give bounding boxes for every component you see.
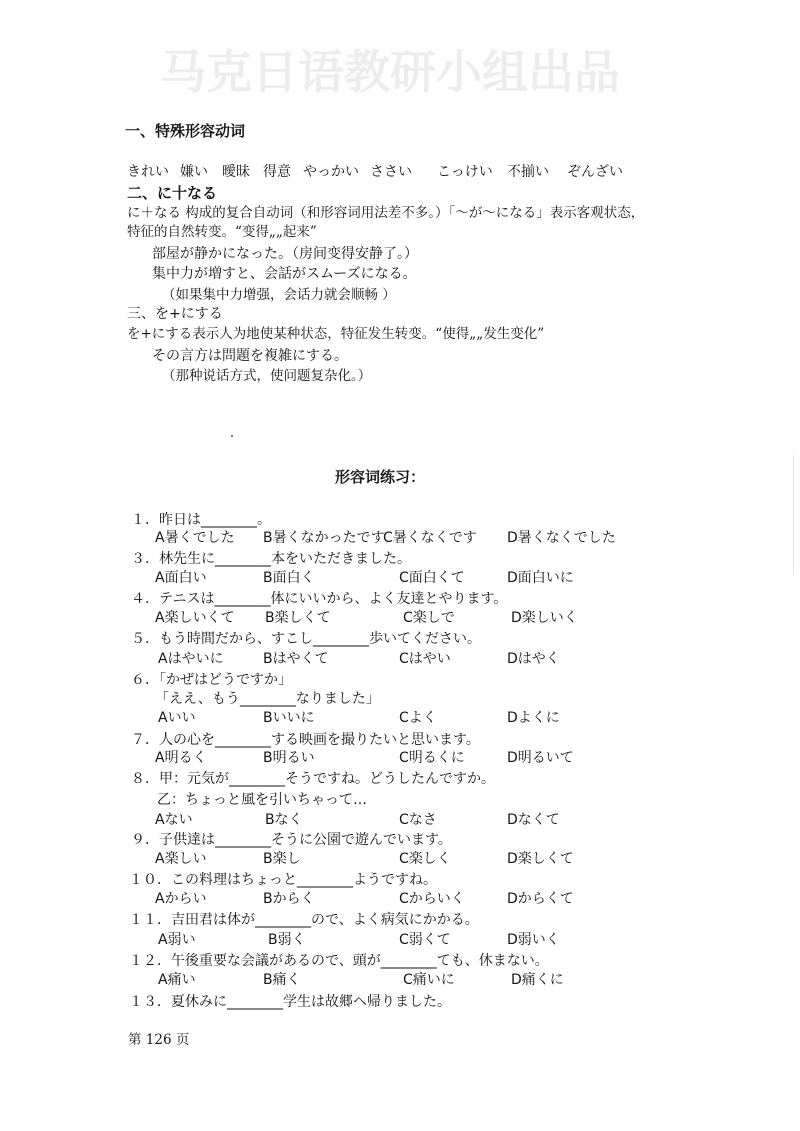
option-a: A楽しいくて <box>155 610 235 626</box>
option-b: B楽し <box>263 851 301 867</box>
option-d: D痛くに <box>511 972 564 988</box>
word-item: ささい <box>370 164 412 180</box>
options-row <box>0 569 800 587</box>
option-c: C暑くなくです <box>383 530 477 546</box>
option-d: Dはやく <box>507 651 560 667</box>
question <box>131 511 271 529</box>
scan-speck <box>231 435 233 437</box>
question <box>131 770 495 788</box>
question-text: 人の心を________する映画を撮りたいと思います。 <box>159 732 480 748</box>
option-b: Bいいに <box>263 710 315 726</box>
option-a: Aいい <box>158 710 196 726</box>
section3-example: その言方は問題を複雑にする。 <box>152 348 348 364</box>
option-c: Cからいく <box>399 891 465 907</box>
word-item: 得意 <box>263 164 291 180</box>
option-b: B楽しくて <box>265 610 331 626</box>
question-number: １０． <box>129 872 171 888</box>
option-c: C明るくに <box>399 750 465 766</box>
section2-explanation-line: 特征的自然转变。“变得„„起来” <box>127 224 317 240</box>
option-a: A暑くでした <box>155 530 235 546</box>
question <box>131 630 481 648</box>
question <box>131 831 452 849</box>
section2-heading: 二、に十なる <box>127 184 218 202</box>
question-text: 甲：元気が________そうですね。どうしたんですか。 <box>159 771 495 787</box>
option-b: Bはやくて <box>263 651 329 667</box>
question-number: １３． <box>129 994 171 1010</box>
word-item: こっけい <box>437 164 493 180</box>
question <box>131 731 480 749</box>
question-number: １２． <box>129 953 171 969</box>
question-text: 吉田君は体が________ので、よく病気にかかる。 <box>171 912 479 928</box>
option-d: Dよくに <box>507 710 560 726</box>
exercise-title: 形容词练习： <box>335 468 426 486</box>
option-c: C面白くて <box>399 570 465 586</box>
option-c: Cはやい <box>399 651 451 667</box>
question-text-line2: 「ええ、もう________なりました」 <box>155 691 380 707</box>
question-text: 夏休みに________学生は故郷へ帰りました。 <box>171 994 451 1010</box>
question-number: １１． <box>129 912 171 928</box>
section2-example-translation: （如果集中力增强，会话力就会顺畅 ） <box>162 287 396 303</box>
word-item: やっかい <box>303 164 359 180</box>
option-b: B暑くなかったです <box>263 530 385 546</box>
section3-heading: 三、を+にする <box>127 306 223 322</box>
option-a: A楽しい <box>155 851 207 867</box>
word-item: 曖昧 <box>222 164 250 180</box>
question <box>131 590 507 608</box>
question-text: 昨日は________。 <box>159 512 271 528</box>
option-b: B明るい <box>263 750 315 766</box>
section3-example-translation: （那种说话方式，使问题复杂化。） <box>162 368 372 384</box>
option-c: C弱くて <box>399 932 451 948</box>
options-row <box>0 890 800 908</box>
question-number: ９． <box>131 832 159 848</box>
scan-edge-line <box>793 455 794 575</box>
question-text-line2: 乙：ちょっと風を引いちゃって… <box>157 792 367 808</box>
question-number: ３． <box>131 551 159 567</box>
word-item: ぞんざい <box>567 164 623 180</box>
option-b: Bなく <box>265 812 303 828</box>
question-number: ５． <box>131 631 159 647</box>
option-c: C楽しく <box>399 851 451 867</box>
option-d: D楽しくて <box>507 851 574 867</box>
question-number: ４． <box>131 591 159 607</box>
options-row <box>0 609 800 627</box>
option-d: Dなくて <box>507 812 560 828</box>
options-row <box>0 709 800 727</box>
watermark: 马克日语教研小组出品 <box>160 45 620 99</box>
option-b: B弱く <box>268 932 306 948</box>
option-b: B面白く <box>263 570 315 586</box>
question-text: 午後重要な会議があるので、頭が________ても、休まない。 <box>171 953 549 969</box>
option-d: Dからくて <box>507 891 574 907</box>
section1-heading: 一、特殊形容动词 <box>125 122 246 140</box>
option-d: D楽しいく <box>511 610 578 626</box>
option-a: Aない <box>155 812 193 828</box>
section2-explanation-line: に＋なる 构成的复合自动词（和形容词用法差不多。）「～が～になる」表示客观状态， <box>127 205 645 221</box>
word-item: 嫌い <box>180 164 208 180</box>
question-text: この料理はちょっと________ようですね。 <box>171 872 437 888</box>
options-row <box>0 971 800 989</box>
question <box>129 871 437 889</box>
special-adjective-list <box>0 163 800 181</box>
options-row <box>0 529 800 547</box>
question <box>129 952 549 970</box>
option-a: Aはやいに <box>158 651 224 667</box>
option-c: Cなさ <box>399 812 437 828</box>
section3-explanation: を+にする表示人为地使某种状态，特征发生转变。“使得„„发生变化” <box>127 326 545 342</box>
word-item: 不揃い <box>507 164 549 180</box>
option-a: A痛い <box>158 972 196 988</box>
section2-example: 集中力が増すと、会話がスムーズになる。 <box>152 266 417 282</box>
option-a: Aからい <box>155 891 207 907</box>
option-d: D弱いく <box>507 932 560 948</box>
question-text: 「かぜはどうですか」 <box>159 672 292 688</box>
question <box>131 671 292 689</box>
page-number: 第 126 页 <box>128 1032 190 1048</box>
question-text: 子供達は________そうに公園で遊んでいます。 <box>159 832 452 848</box>
option-c: Cよく <box>399 710 437 726</box>
question-number: １． <box>131 512 159 528</box>
option-d: D面白いに <box>507 570 574 586</box>
option-a: A明るく <box>155 750 207 766</box>
question-text: もう時間だから、すこし________歩いてください。 <box>159 631 481 647</box>
option-d: D暑くなくでした <box>507 530 616 546</box>
question-number: ８． <box>131 771 159 787</box>
question <box>129 911 479 929</box>
options-row <box>0 931 800 949</box>
option-c: C痛いに <box>403 972 455 988</box>
option-b: Bからく <box>263 891 315 907</box>
question-text: 林先生に________本をいただきました。 <box>159 551 411 567</box>
options-row <box>0 850 800 868</box>
question <box>131 550 411 568</box>
option-d: D明るいて <box>507 750 574 766</box>
word-item: きれい <box>127 164 169 180</box>
question <box>129 993 451 1011</box>
section2-example: 部屋が静かになった。（房间变得安静了。） <box>152 246 418 262</box>
options-row <box>0 650 800 668</box>
question-text: テニスは________体にいいから、よく友達とやります。 <box>159 591 508 607</box>
option-b: B痛く <box>263 972 301 988</box>
option-a: A弱い <box>158 932 196 948</box>
option-a: A面白い <box>155 570 207 586</box>
options-row <box>0 749 800 767</box>
options-row <box>0 811 800 829</box>
option-c: C楽しで <box>403 610 455 626</box>
question-number: ６． <box>131 672 159 688</box>
question-number: ７． <box>131 732 159 748</box>
